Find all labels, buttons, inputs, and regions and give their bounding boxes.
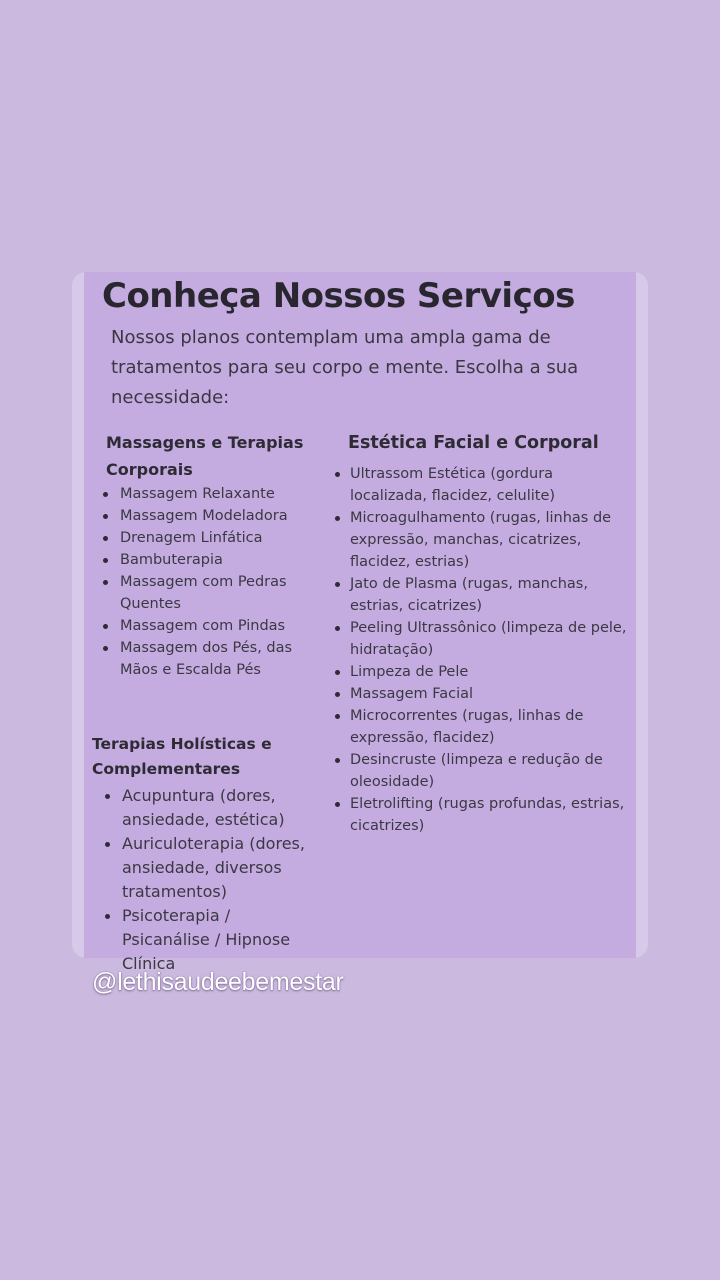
list-item: Acupuntura (dores, ansiedade, estética) [122, 784, 322, 832]
list-item: Ultrassom Estética (gordura localizada, flacidez, celulite) [350, 463, 630, 507]
list-item: Massagem com Pedras Quentes [120, 571, 310, 615]
list-item: Massagem Relaxante [120, 483, 310, 505]
list-item: Massagem Facial [350, 683, 630, 705]
estetica-heading: Estética Facial e Corporal [348, 433, 599, 453]
list-item: Desincruste (limpeza e redução de oleosidade) [350, 749, 630, 793]
list-item: Peeling Ultrassônico (limpeza de pele, hidratação) [350, 617, 630, 661]
list-item: Massagem Modeladora [120, 505, 310, 527]
list-item: Bambuterapia [120, 549, 310, 571]
list-item: Massagem com Pindas [120, 615, 310, 637]
massagens-heading: Massagens e Terapias Corporais [106, 433, 304, 479]
holisticas-heading: Terapias Holísticas e Complementares [92, 735, 272, 778]
list-item: Microcorrentes (rugas, linhas de expressão, flacidez) [350, 705, 630, 749]
list-item: Eletrolifting (rugas profundas, estrias, cicatrizes) [350, 793, 630, 837]
list-item: Auriculoterapia (dores, ansiedade, diversos tratamentos) [122, 832, 322, 904]
intro-text: Nossos planos contemplam uma ampla gama de tratamentos para seu corpo e mente. Escolha a sua necessidade: [111, 327, 579, 408]
list-item: Microagulhamento (rugas, linhas de expressão, manchas, cicatrizes, flacidez, estrias) [350, 507, 630, 573]
list-item: Jato de Plasma (rugas, manchas, estrias, cicatrizes) [350, 573, 630, 617]
list-item: Massagem dos Pés, das Mãos e Escalda Pés [120, 637, 310, 681]
list-item: Drenagem Linfática [120, 527, 310, 549]
services-card [84, 272, 636, 973]
list-item: Psicoterapia / Psicanálise / Hipnose Clínica [122, 904, 322, 976]
list-item: Limpeza de Pele [350, 661, 630, 683]
instagram-handle[interactable]: @lethisaudeebemestar [92, 968, 344, 996]
holisticas-list [122, 784, 322, 976]
page-title: Conheça Nossos Serviços [102, 276, 575, 316]
estetica-list [350, 463, 630, 837]
massagens-list [120, 483, 310, 681]
